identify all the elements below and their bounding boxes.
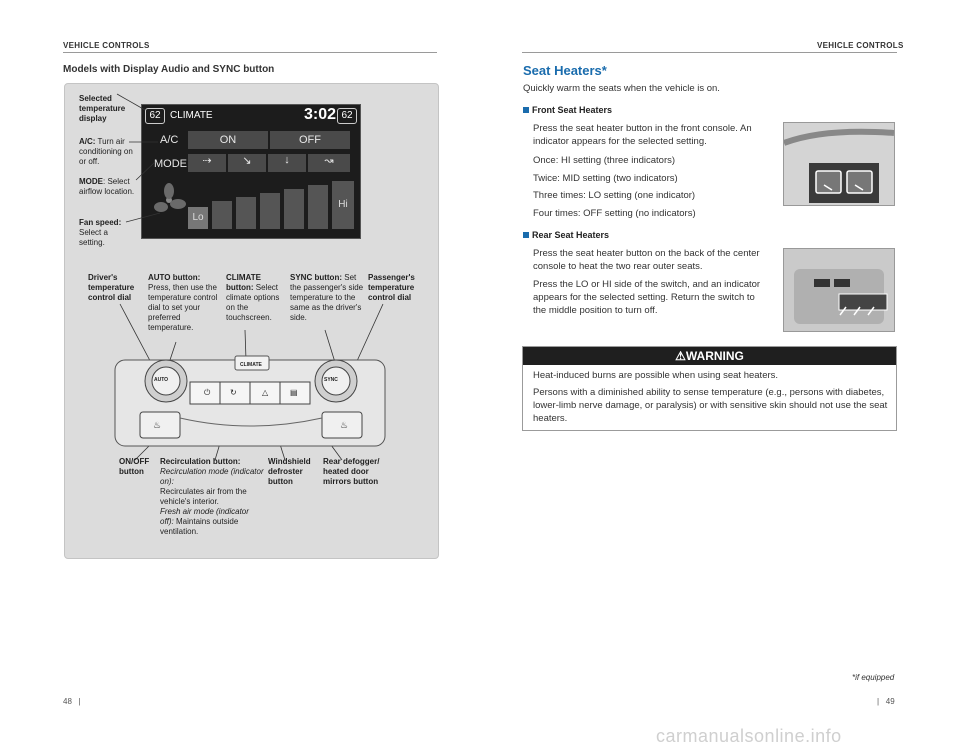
front-heading-text: Front Seat Heaters xyxy=(532,105,613,115)
airflow-floor-icon: ↓ xyxy=(284,154,290,166)
front-heading-bullet xyxy=(523,107,529,113)
front-line-1: Once: HI setting (three indicators) xyxy=(533,155,676,166)
front-seat-heaters-heading xyxy=(523,105,612,115)
watermark: carmanualsonline.info xyxy=(656,726,842,746)
warning-title: WARNING xyxy=(685,349,744,363)
airflow-face-floor-icon: ↘ xyxy=(242,155,252,167)
driver-seat-heater-icon[interactable]: ♨ xyxy=(153,420,162,430)
warning-line-0: Heat-induced burns are possible when using seat heaters. xyxy=(533,370,779,381)
callout-mode-text: : Select airflow location. xyxy=(79,177,135,196)
warning-header xyxy=(523,347,896,365)
right-page-number-value: 49 xyxy=(885,697,895,706)
front-line-2: Twice: MID setting (two indicators) xyxy=(533,173,678,184)
callout-recirc-text: Recirculates air from the vehicle's interior. xyxy=(160,487,247,506)
front-line-4: Four times: OFF setting (no indicators) xyxy=(533,208,696,219)
callout-windshield: Windshield defroster button xyxy=(268,457,311,486)
callout-passenger-dial: Passenger's temperature control dial xyxy=(368,273,415,302)
callout-sync-text: Set the passenger's side temperature to the same as the driver's side. xyxy=(290,273,364,322)
rear-seat-heater-photo xyxy=(783,248,895,332)
panel-climate-label[interactable]: CLIMATE xyxy=(240,362,262,368)
climate-control-panel xyxy=(114,354,386,450)
callout-auto xyxy=(148,273,221,333)
fan-speed-hi[interactable]: Hi xyxy=(332,181,354,229)
left-page-number-value: 48 xyxy=(63,697,72,706)
rear-line-1: Press the LO or HI side of the switch, and an indicator appears for the selected setting. Return the switch to the middle position to turn off. xyxy=(533,279,761,316)
callout-selected-temp: Selected temperature display xyxy=(79,94,126,123)
front-line-3: Three times: LO setting (one indicator) xyxy=(533,190,696,201)
callout-mode-title: MODE xyxy=(79,177,103,186)
warning-triangle-icon: ⚠ xyxy=(675,349,686,363)
panel-sync-label[interactable]: SYNC xyxy=(324,377,338,383)
front-seat-heater-photo xyxy=(783,122,895,206)
airflow-floor-defrost-icon: ↝ xyxy=(324,155,334,167)
callout-onoff: ON/OFF button xyxy=(119,457,150,476)
front-console-illustration xyxy=(784,123,894,205)
callout-auto-title: AUTO button: xyxy=(148,273,201,282)
callout-climate-title: CLIMATE button: xyxy=(226,273,261,292)
seat-heaters-title: Seat Heaters* xyxy=(523,63,607,78)
callout-recirc-mode: Recirculation mode (indicator on): xyxy=(160,467,264,486)
left-subtitle: Models with Display Audio and SYNC button xyxy=(63,64,275,75)
ac-off-button[interactable]: OFF xyxy=(270,131,350,149)
seat-heaters-intro: Quickly warm the seats when the vehicle is on. xyxy=(523,83,720,94)
ac-on-button[interactable]: ON xyxy=(188,131,268,149)
rear-defog-icon[interactable]: ▤ xyxy=(290,388,298,397)
left-temp-display: 62 xyxy=(145,108,165,124)
callout-sync-title: SYNC button: xyxy=(290,273,342,282)
callout-climate xyxy=(226,273,286,323)
callout-fresh-mode: Fresh air mode (indicator off): xyxy=(160,507,249,526)
onoff-icon[interactable]: ⏻ xyxy=(204,388,211,397)
callout-auto-text: Press, then use the temperature control dial to set your preferred temperature. xyxy=(148,283,218,332)
panel-auto-label[interactable]: AUTO xyxy=(154,377,169,383)
ac-label: A/C xyxy=(160,134,179,146)
callout-recirculation xyxy=(160,457,264,537)
warning-box xyxy=(522,346,897,431)
windshield-defrost-icon[interactable]: △ xyxy=(262,388,269,397)
callout-fan-title: Fan speed: xyxy=(79,218,122,227)
screen-time: 3:02 xyxy=(304,106,337,123)
rear-line-0: Press the seat heater button on the back of the center console to heat the two rear outer seats. xyxy=(533,248,760,272)
screen-title: CLIMATE xyxy=(170,110,213,121)
rear-console-illustration xyxy=(784,249,894,331)
callout-fresh-text: Maintains outside ventilation. xyxy=(160,517,239,536)
right-page-number: | 49 xyxy=(877,697,895,706)
passenger-seat-heater-icon[interactable]: ♨ xyxy=(340,420,349,430)
mode-label: MODE xyxy=(154,158,187,170)
footnote: *if equipped xyxy=(852,673,895,682)
recirculation-icon[interactable]: ↻ xyxy=(230,388,237,397)
callout-climate-text: Select climate options on the touchscreen. xyxy=(226,283,280,322)
callout-ac-text: Turn air conditioning on or off. xyxy=(79,137,133,166)
left-page-number: 48 | xyxy=(63,697,81,706)
callout-recirc-title: Recirculation button: xyxy=(160,457,241,466)
airflow-face-icon: ⇢ xyxy=(202,155,212,167)
rear-heading-bullet xyxy=(523,232,529,238)
rear-heading-text: Rear Seat Heaters xyxy=(532,230,610,240)
callout-fan-text: Select a setting. xyxy=(79,228,108,247)
fan-speed-lo[interactable]: Lo xyxy=(188,207,208,229)
right-temp-display: 62 xyxy=(337,108,357,124)
right-page-header: VEHICLE CONTROLS xyxy=(817,41,904,50)
callout-driver-dial: Driver's temperature control dial xyxy=(88,273,135,302)
rear-seat-heaters-heading xyxy=(523,230,609,240)
right-header-rule xyxy=(522,52,897,53)
left-page-header: VEHICLE CONTROLS xyxy=(63,41,150,50)
callout-rear-defog: Rear defogger/ heated door mirrors button xyxy=(323,457,380,486)
callout-sync xyxy=(290,273,364,323)
warning-line-1: Persons with a diminished ability to sense temperature (e.g., persons with diabetes, lower-limb nerve damage, or paralysis) or with sensitive skin should not use the seat heaters. xyxy=(533,387,888,424)
front-line-0: Press the seat heater button in the front console. An indicator appears for the selected setting. xyxy=(533,123,752,147)
callout-ac-title: A/C: xyxy=(79,137,96,146)
